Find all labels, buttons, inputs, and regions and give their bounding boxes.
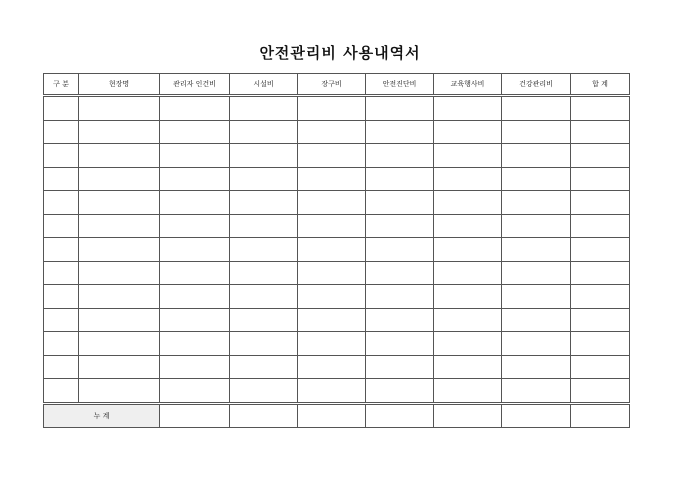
table-cell[interactable] (230, 120, 298, 144)
total-cell[interactable] (160, 403, 230, 427)
table-cell[interactable] (298, 355, 366, 379)
table-cell[interactable] (502, 332, 571, 356)
table-cell[interactable] (44, 96, 79, 121)
table-cell[interactable] (571, 332, 630, 356)
total-cell[interactable] (571, 403, 630, 427)
table-cell[interactable] (434, 214, 502, 238)
table-row (44, 96, 630, 121)
table-cell[interactable] (79, 332, 160, 356)
table-cell[interactable] (44, 167, 79, 191)
table-cell[interactable] (502, 238, 571, 262)
table-cell[interactable] (44, 120, 79, 144)
table-cell[interactable] (502, 308, 571, 332)
table-cell[interactable] (160, 308, 230, 332)
table-cell[interactable] (79, 144, 160, 168)
table-cell[interactable] (44, 308, 79, 332)
table-cell[interactable] (79, 238, 160, 262)
table-row (44, 144, 630, 168)
table-row (44, 355, 630, 379)
table-cell[interactable] (79, 167, 160, 191)
table-row (44, 308, 630, 332)
table-cell[interactable] (160, 238, 230, 262)
table-cell[interactable] (571, 285, 630, 309)
table-cell[interactable] (160, 120, 230, 144)
table-cell[interactable] (160, 214, 230, 238)
table-cell[interactable] (366, 120, 434, 144)
table-cell[interactable] (434, 120, 502, 144)
table-cell[interactable] (230, 261, 298, 285)
table-cell[interactable] (44, 144, 79, 168)
table-cell[interactable] (366, 261, 434, 285)
table-cell[interactable] (230, 285, 298, 309)
table-cell[interactable] (79, 355, 160, 379)
table-cell[interactable] (571, 238, 630, 262)
total-cell[interactable] (366, 403, 434, 427)
table-body (44, 96, 630, 404)
header-equipment-cost: 장구비 (298, 74, 366, 96)
table-cell[interactable] (298, 191, 366, 215)
cumulative-total-label: 누 계 (44, 403, 160, 427)
total-cell[interactable] (230, 403, 298, 427)
table-cell[interactable] (502, 167, 571, 191)
header-total: 합 계 (571, 74, 630, 96)
table-cell[interactable] (160, 355, 230, 379)
table-cell[interactable] (434, 379, 502, 404)
table-cell[interactable] (79, 191, 160, 215)
table-cell[interactable] (502, 144, 571, 168)
table-cell[interactable] (160, 96, 230, 121)
table-cell[interactable] (230, 191, 298, 215)
table-cell[interactable] (79, 214, 160, 238)
table-cell[interactable] (298, 167, 366, 191)
table-cell[interactable] (571, 191, 630, 215)
table-cell[interactable] (366, 144, 434, 168)
table-cell[interactable] (230, 214, 298, 238)
table-cell[interactable] (434, 285, 502, 309)
table-cell[interactable] (571, 144, 630, 168)
table-row (44, 191, 630, 215)
table-cell[interactable] (298, 332, 366, 356)
table-cell[interactable] (160, 379, 230, 404)
table-cell[interactable] (298, 261, 366, 285)
table-cell[interactable] (298, 238, 366, 262)
table-cell[interactable] (298, 120, 366, 144)
table-cell[interactable] (230, 355, 298, 379)
table-cell[interactable] (160, 167, 230, 191)
table-cell[interactable] (434, 355, 502, 379)
table-cell[interactable] (79, 261, 160, 285)
table-cell[interactable] (434, 238, 502, 262)
table-cell[interactable] (502, 96, 571, 121)
table-row (44, 238, 630, 262)
table-row (44, 261, 630, 285)
table-cell[interactable] (230, 332, 298, 356)
table-cell[interactable] (434, 308, 502, 332)
header-facility-cost: 시설비 (230, 74, 298, 96)
header-row (44, 74, 630, 96)
cumulative-total-row (44, 403, 630, 427)
safety-expense-table (43, 73, 630, 428)
table-cell[interactable] (571, 214, 630, 238)
table-cell[interactable] (44, 261, 79, 285)
table-cell[interactable] (160, 261, 230, 285)
table-cell[interactable] (571, 355, 630, 379)
table-cell[interactable] (230, 238, 298, 262)
table-cell[interactable] (366, 355, 434, 379)
table-cell[interactable] (160, 144, 230, 168)
header-safety-inspection-cost: 안전진단비 (366, 74, 434, 96)
table-cell[interactable] (366, 238, 434, 262)
table-cell[interactable] (434, 191, 502, 215)
table-cell[interactable] (230, 144, 298, 168)
table-cell[interactable] (502, 379, 571, 404)
table-cell[interactable] (366, 285, 434, 309)
table-cell[interactable] (79, 96, 160, 121)
table-cell[interactable] (44, 214, 79, 238)
table-cell[interactable] (79, 308, 160, 332)
total-cell[interactable] (502, 403, 571, 427)
table-cell[interactable] (434, 96, 502, 121)
table-cell[interactable] (298, 144, 366, 168)
table-cell[interactable] (160, 191, 230, 215)
header-manager-labor-cost: 관리자 인건비 (160, 74, 230, 96)
table-cell[interactable] (366, 332, 434, 356)
table-cell[interactable] (366, 191, 434, 215)
table-cell[interactable] (571, 167, 630, 191)
table-cell[interactable] (79, 379, 160, 404)
header-education-event-cost: 교육행사비 (434, 74, 502, 96)
table-cell[interactable] (298, 96, 366, 121)
table-cell[interactable] (44, 332, 79, 356)
table-cell[interactable] (434, 332, 502, 356)
table-cell[interactable] (571, 379, 630, 404)
table-cell[interactable] (502, 355, 571, 379)
table-cell[interactable] (434, 261, 502, 285)
table-cell[interactable] (298, 308, 366, 332)
table-cell[interactable] (571, 120, 630, 144)
header-category: 구 분 (44, 74, 79, 96)
header-health-management-cost: 건강관리비 (502, 74, 571, 96)
table-row (44, 120, 630, 144)
table-cell[interactable] (434, 144, 502, 168)
total-cell[interactable] (298, 403, 366, 427)
table-row (44, 214, 630, 238)
table-cell[interactable] (366, 379, 434, 404)
table-cell[interactable] (366, 167, 434, 191)
table-cell[interactable] (230, 167, 298, 191)
table-cell[interactable] (366, 214, 434, 238)
header-site-name: 현장명 (79, 74, 160, 96)
table-cell[interactable] (230, 379, 298, 404)
table-cell[interactable] (44, 238, 79, 262)
table-cell[interactable] (571, 261, 630, 285)
table-cell[interactable] (230, 308, 298, 332)
table-cell[interactable] (298, 214, 366, 238)
table-row (44, 379, 630, 404)
table-row (44, 167, 630, 191)
table-cell[interactable] (79, 120, 160, 144)
document-title: 안전관리비 사용내역서 (259, 44, 421, 62)
table-cell[interactable] (44, 355, 79, 379)
table-row (44, 332, 630, 356)
table-cell[interactable] (502, 120, 571, 144)
table-cell[interactable] (502, 214, 571, 238)
table-cell[interactable] (366, 96, 434, 121)
total-cell[interactable] (434, 403, 502, 427)
table-cell[interactable] (366, 308, 434, 332)
table-row (44, 285, 630, 309)
table-cell[interactable] (44, 379, 79, 404)
table-cell[interactable] (160, 332, 230, 356)
table-cell[interactable] (298, 379, 366, 404)
table-cell[interactable] (79, 285, 160, 309)
table-cell[interactable] (160, 285, 230, 309)
table-cell[interactable] (571, 96, 630, 121)
table-cell[interactable] (434, 167, 502, 191)
table-cell[interactable] (571, 308, 630, 332)
table-cell[interactable] (502, 261, 571, 285)
table-cell[interactable] (502, 285, 571, 309)
table-cell[interactable] (502, 191, 571, 215)
table-cell[interactable] (44, 191, 79, 215)
table-cell[interactable] (230, 96, 298, 121)
table-cell[interactable] (298, 285, 366, 309)
table-cell[interactable] (44, 285, 79, 309)
